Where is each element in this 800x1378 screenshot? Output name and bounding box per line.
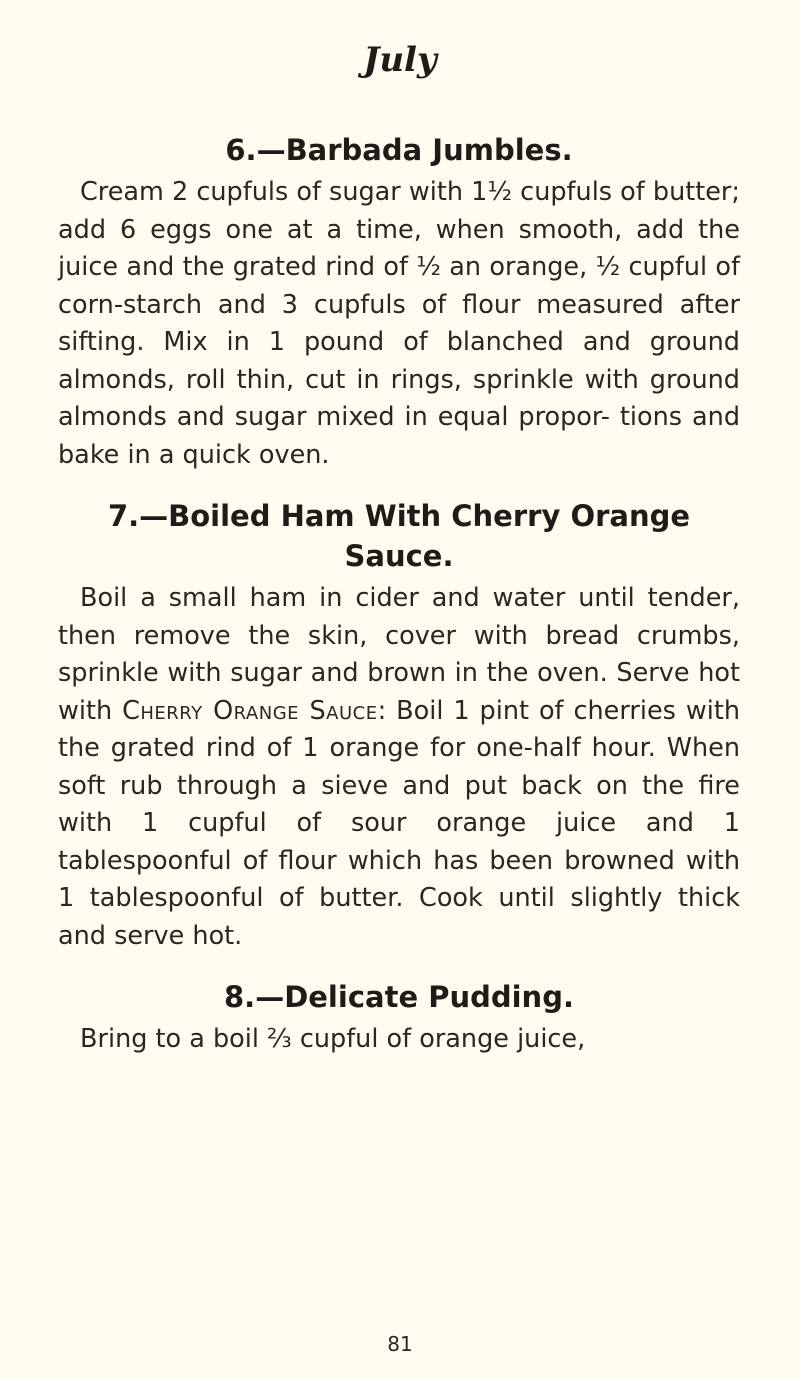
page-content (58, 130, 740, 1059)
page-number: 81 (387, 1332, 413, 1356)
recipe-title-barbada-jumbles: 6.—Barbada Jumbles. (225, 133, 573, 167)
recipe-title-delicate-pudding: 8.—Delicate Pudding. (224, 980, 574, 1014)
section-gap (58, 474, 740, 496)
recipe-body-barbada-jumbles: Cream 2 cupfuls of sugar with 1½ cupfuls of butter; add 6 eggs one at a time, when smooth, add the juice and the grated rind of ½ an orange, ½ cupful of corn-starch and 3 cupfuls of flour measured after sifting. Mix in 1 pound of blanched and ground almonds, roll thin, cut in rings, sprinkle with ground almonds and sugar mixed in equal propor- tions and bake in a quick oven. (58, 177, 740, 470)
section-gap (58, 955, 740, 977)
recipe-body-boiled-ham-part1: Boil a small ham in cider and water until tender, then remove the skin, cover with bread crumbs, sprinkle with sugar and brown in the oven. Serve hot with (58, 583, 740, 726)
recipe-body-boiled-ham-part2: : Boil 1 pint of cherries with the grated rind of 1 orange for one-half hour. When soft rub through a sieve and put back on the fire with 1 cupful of sour orange juice and 1 tablespoonful of flour which has been browned with 1 tablespoonful of butter. Cook until slightly thick and serve hot. (58, 695, 740, 951)
recipe-body-delicate-pudding: Bring to a boil ⅔ cupful of orange juice, (80, 1024, 586, 1054)
cherry-orange-sauce-label: Cherry Orange Sauce (122, 695, 378, 726)
recipe-title-boiled-ham: 7.—Boiled Ham With Cherry Orange Sauce. (107, 499, 691, 573)
recipe-body-boiled-ham (58, 580, 740, 955)
running-head: July (363, 40, 437, 80)
